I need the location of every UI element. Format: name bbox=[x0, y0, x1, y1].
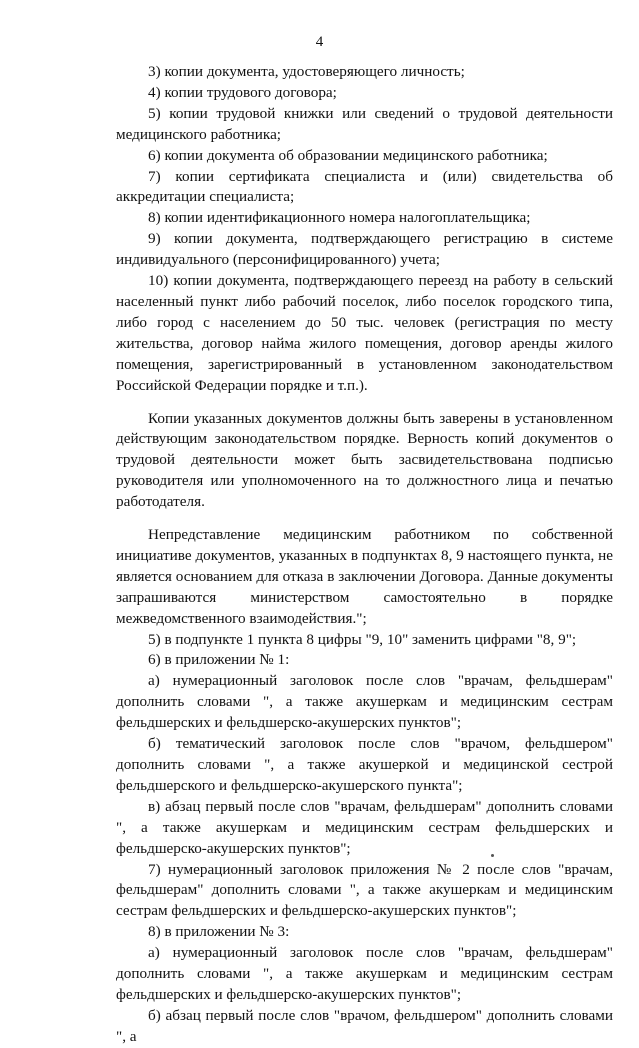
paragraph-amendment-5: 5) в подпункте 1 пункта 8 цифры "9, 10" заменить цифрами "8, 9"; bbox=[148, 630, 577, 648]
paragraph-amendment-7: 7) нумерационный заголовок приложения № 2 после слов "врачам, фельдшерам" дополнить словами ", а также акушеркам и медицинским сестрам фельдшерских и фельдшерско-акушерских пунктов"; bbox=[116, 860, 613, 920]
paragraph-non-submission: Непредставление медицинским работником по собственной инициативе документов, указанных в подпунктах 8, 9 настоящего пункта, не является основанием для отказа в заключении Договора. Данные документы запрашиваются министерством самостоятельно в порядке межведомственного взаимодействия."; bbox=[116, 526, 613, 627]
paragraph-item-6: 6) копии документа об образовании медицинского работника; bbox=[148, 146, 548, 164]
paragraph-item-9: 9) копии документа, подтверждающего регистрацию в системе индивидуального (персонифицированного) учета; bbox=[116, 230, 613, 269]
paragraph-amendment-6: 6) в приложении № 1: bbox=[148, 651, 290, 669]
page-number: 4 bbox=[315, 34, 324, 50]
scan-speck bbox=[491, 854, 494, 857]
paragraph-amendment-6b: б) тематический заголовок после слов "врачом, фельдшером" дополнить словами ", а также акушеркой и медицинской сестрой фельдшерского и фельдшерско-акушерского пункта"; bbox=[116, 735, 613, 794]
paragraph-copies-certification: Копии указанных документов должны быть заверены в установленном действующим законодательством порядке. Верность копий документов о трудовой деятельности может быть засвидетельствована подписью руководителя или уполномоченного на то должностного лица и печатью работодателя. bbox=[116, 409, 613, 511]
paragraph-item-5: 5) копии трудовой книжки или сведений о трудовой деятельности медицинского работника; bbox=[116, 104, 613, 143]
paragraph-item-4: 4) копии трудового договора; bbox=[148, 83, 337, 101]
paragraph-amendment-6a: а) нумерационный заголовок после слов "врачам, фельдшерам" дополнить словами ", а также акушеркам и медицинским сестрам фельдшерских и фельдшерско-акушерских пунктов"; bbox=[116, 672, 613, 732]
paragraph-item-8: 8) копии идентификационного номера налогоплательщика; bbox=[148, 209, 531, 227]
paragraph-amendment-8b: б) абзац первый после слов "врачом, фельдшером" дополнить словами ", а bbox=[116, 1006, 613, 1045]
paragraph-item-3: 3) копии документа, удостоверяющего личность; bbox=[148, 63, 465, 80]
paragraph-item-7: 7) копии сертификата специалиста и (или) свидетельства об аккредитации специалиста; bbox=[116, 167, 613, 206]
paragraph-amendment-8a: а) нумерационный заголовок после слов "врачам, фельдшерам" дополнить словами ", а также акушеркам и медицинским сестрам фельдшерских и фельдшерско-акушерских пунктов"; bbox=[116, 944, 613, 1003]
document-body bbox=[116, 62, 613, 1048]
paragraph-amendment-8: 8) в приложении № 3: bbox=[148, 923, 290, 941]
paragraph-item-10: 10) копии документа, подтверждающего переезд на работу в сельский населенный пункт либо рабочий поселок, либо поселок городского типа, либо город с населением до 50 тыс. человек (регистрация по месту жительства, договор найма жилого помещения, договор аренды жилого помещения, зарегистрированный в установленном законодательством Российской Федерации порядке и т.п.). bbox=[116, 272, 613, 394]
paragraph-amendment-6v: в) абзац первый после слов "врачам, фельдшерам" дополнить словами ", а также акушеркам и медицинским сестрам фельдшерских и фельдшерско-акушерских пунктов"; bbox=[116, 797, 613, 857]
